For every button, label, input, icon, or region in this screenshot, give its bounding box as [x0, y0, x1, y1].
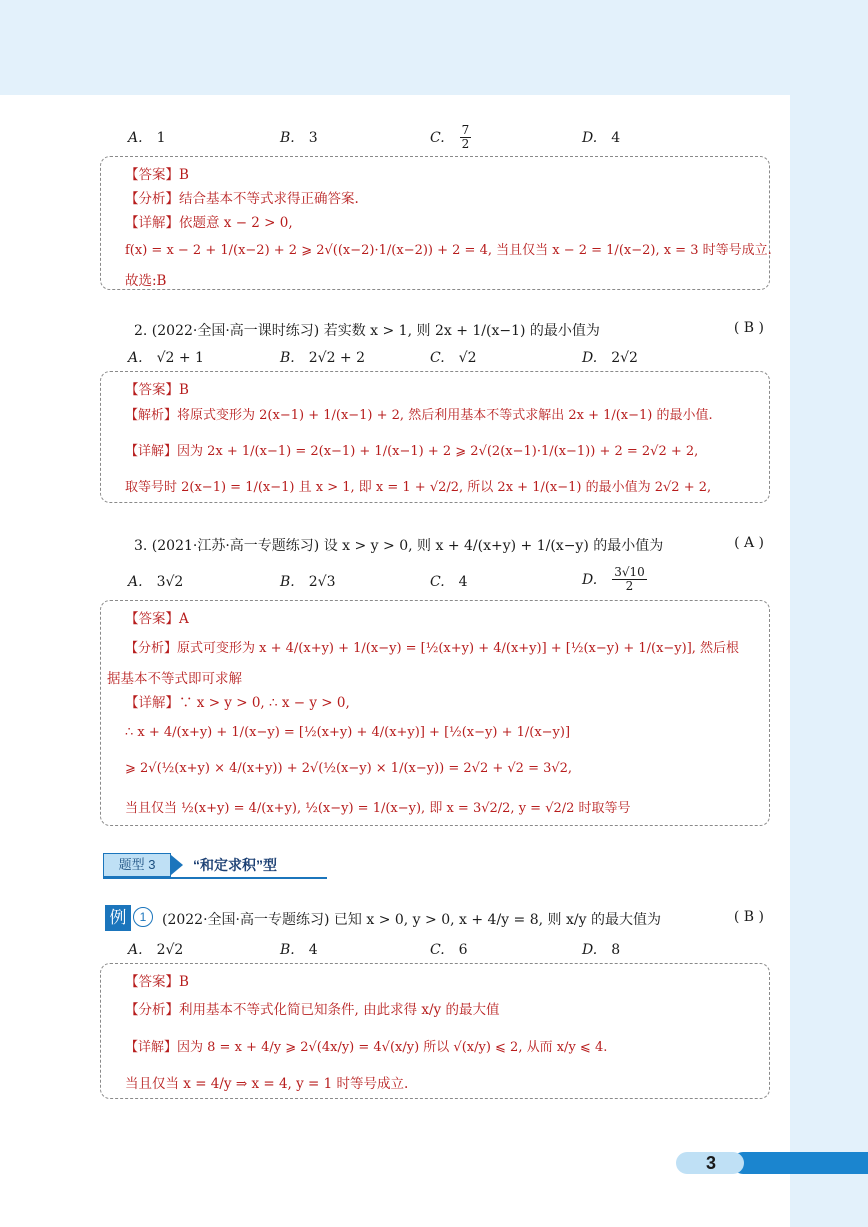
choose-line: 故选:B [125, 273, 167, 289]
option-b: B. 4 [280, 942, 318, 958]
answer-line: 【答案】B [125, 167, 189, 183]
section-underline [103, 877, 327, 879]
option-d: D. $\frac{3√10}{2}$ [582, 565, 645, 593]
step-3: 当且仅当 ½(x+y) = 4/(x+y), ½(x−y) = 1/(x−y), 即 x = 3√2/2, y = √2/2 时取等号 [125, 801, 631, 816]
solution-box-3 [100, 600, 770, 826]
analysis-line-2: 据基本不等式即可求解 [107, 671, 242, 687]
answer-line: 【答案】B [125, 382, 189, 398]
analysis-line: 【分析】利用基本不等式化简已知条件, 由此求得 x/y 的最大值 [125, 1002, 500, 1018]
question-2-stem: 2. (2022·全国·高一课时练习) 若实数 x > 1, 则 2x + 1/(x−1) 的最小值为 [134, 323, 600, 339]
step-2: ⩾ 2√(½(x+y) × 4/(x+y)) + 2√(½(x−y) × 1/(x−y)) = 2√2 + √2 = 3√2, [125, 761, 573, 776]
option-c: C. $\frac{7}{2}$ [430, 123, 470, 151]
detail-line: 【详解】因为 8 = x + 4/y ⩾ 2√(4x/y) = 4√(x/y) 所以 √(x/y) ⩽ 2, 从而 x/y ⩽ 4. [125, 1040, 608, 1055]
q1-options [128, 123, 768, 156]
equality-line: 取等号时 2(x−1) = 1/(x−1) 且 x > 1, 即 x = 1 + √2/2, 所以 2x + 1/(x−1) 的最小值为 2√2 + 2, [125, 480, 712, 495]
detail-line: 【详解】∵ x > y > 0, ∴ x − y > 0, [125, 695, 350, 711]
example-label: 例 [105, 905, 131, 931]
q3-options [128, 565, 768, 600]
question-2-answer: ( B ) [733, 320, 764, 336]
triangle-arrow-icon [171, 855, 183, 875]
example-answer: ( B ) [733, 909, 764, 925]
option-a: A. 2√2 [128, 942, 184, 958]
equality-line: 当且仅当 x = 4/y ⇒ x = 4, y = 1 时等号成立. [125, 1076, 409, 1092]
detail-line: 【详解】依题意 x − 2 > 0, [125, 215, 293, 231]
question-3 [134, 535, 764, 555]
example-question [162, 909, 764, 929]
option-a: A. 3√2 [128, 574, 184, 590]
example-badge [105, 905, 153, 931]
solution-box-4 [100, 963, 770, 1099]
question-3-answer: ( A ) [734, 535, 764, 551]
page-number: 3 [705, 1153, 716, 1173]
option-b: B. 2√2 + 2 [280, 350, 366, 366]
option-d: D. 2√2 [582, 350, 638, 366]
option-c: C. 6 [430, 942, 468, 958]
section-title: “和定求积”型 [193, 857, 277, 873]
step-1: ∴ x + 4/(x+y) + 1/(x−y) = [½(x+y) + 4/(x+y)] + [½(x−y) + 1/(x−y)] [125, 725, 571, 740]
example-stem: (2022·全国·高一专题练习) 已知 x > 0, y > 0, x + 4/y = 8, 则 x/y 的最大值为 [162, 912, 661, 928]
formula-line: f(x) = x − 2 + 1/(x−2) + 2 ⩾ 2√((x−2)·1/(x−2)) + 2 = 4, 当且仅当 x − 2 = 1/(x−2), x = 3 时等号成立. [125, 243, 772, 258]
detail-line: 【详解】因为 2x + 1/(x−1) = 2(x−1) + 1/(x−1) + 2 ⩾ 2√(2(x−1)·1/(x−1)) + 2 = 2√2 + 2, [125, 444, 699, 459]
analysis-line: 【解析】将原式变形为 2(x−1) + 1/(x−1) + 2, 然后利用基本不等式求解出 2x + 1/(x−1) 的最小值. [125, 408, 713, 423]
option-d: D. 4 [582, 130, 621, 146]
section-header [103, 853, 327, 879]
option-a: A. √2 + 1 [128, 350, 204, 366]
option-c: C. √2 [430, 350, 477, 366]
answer-line: 【答案】B [125, 974, 189, 990]
option-b: B. 3 [280, 130, 318, 146]
footer-bar [732, 1152, 868, 1174]
option-b: B. 2√3 [280, 574, 336, 590]
question-3-stem: 3. (2021·江苏·高一专题练习) 设 x > y > 0, 则 x + 4/(x+y) + 1/(x−y) 的最小值为 [134, 538, 664, 554]
question-2 [134, 320, 764, 340]
option-a: A. 1 [128, 130, 166, 146]
solution-box-2 [100, 371, 770, 503]
example-number: 1 [133, 907, 153, 927]
option-c: C. 4 [430, 574, 468, 590]
section-tag: 题型 3 [103, 853, 171, 877]
answer-line: 【答案】A [125, 611, 189, 627]
solution-box-1 [100, 156, 770, 290]
analysis-line: 【分析】结合基本不等式求得正确答案. [125, 191, 359, 207]
option-d: D. 8 [582, 942, 621, 958]
analysis-line: 【分析】原式可变形为 x + 4/(x+y) + 1/(x−y) = [½(x+y) + 4/(x+y)] + [½(x−y) + 1/(x−y)], 然后根 [125, 641, 740, 656]
